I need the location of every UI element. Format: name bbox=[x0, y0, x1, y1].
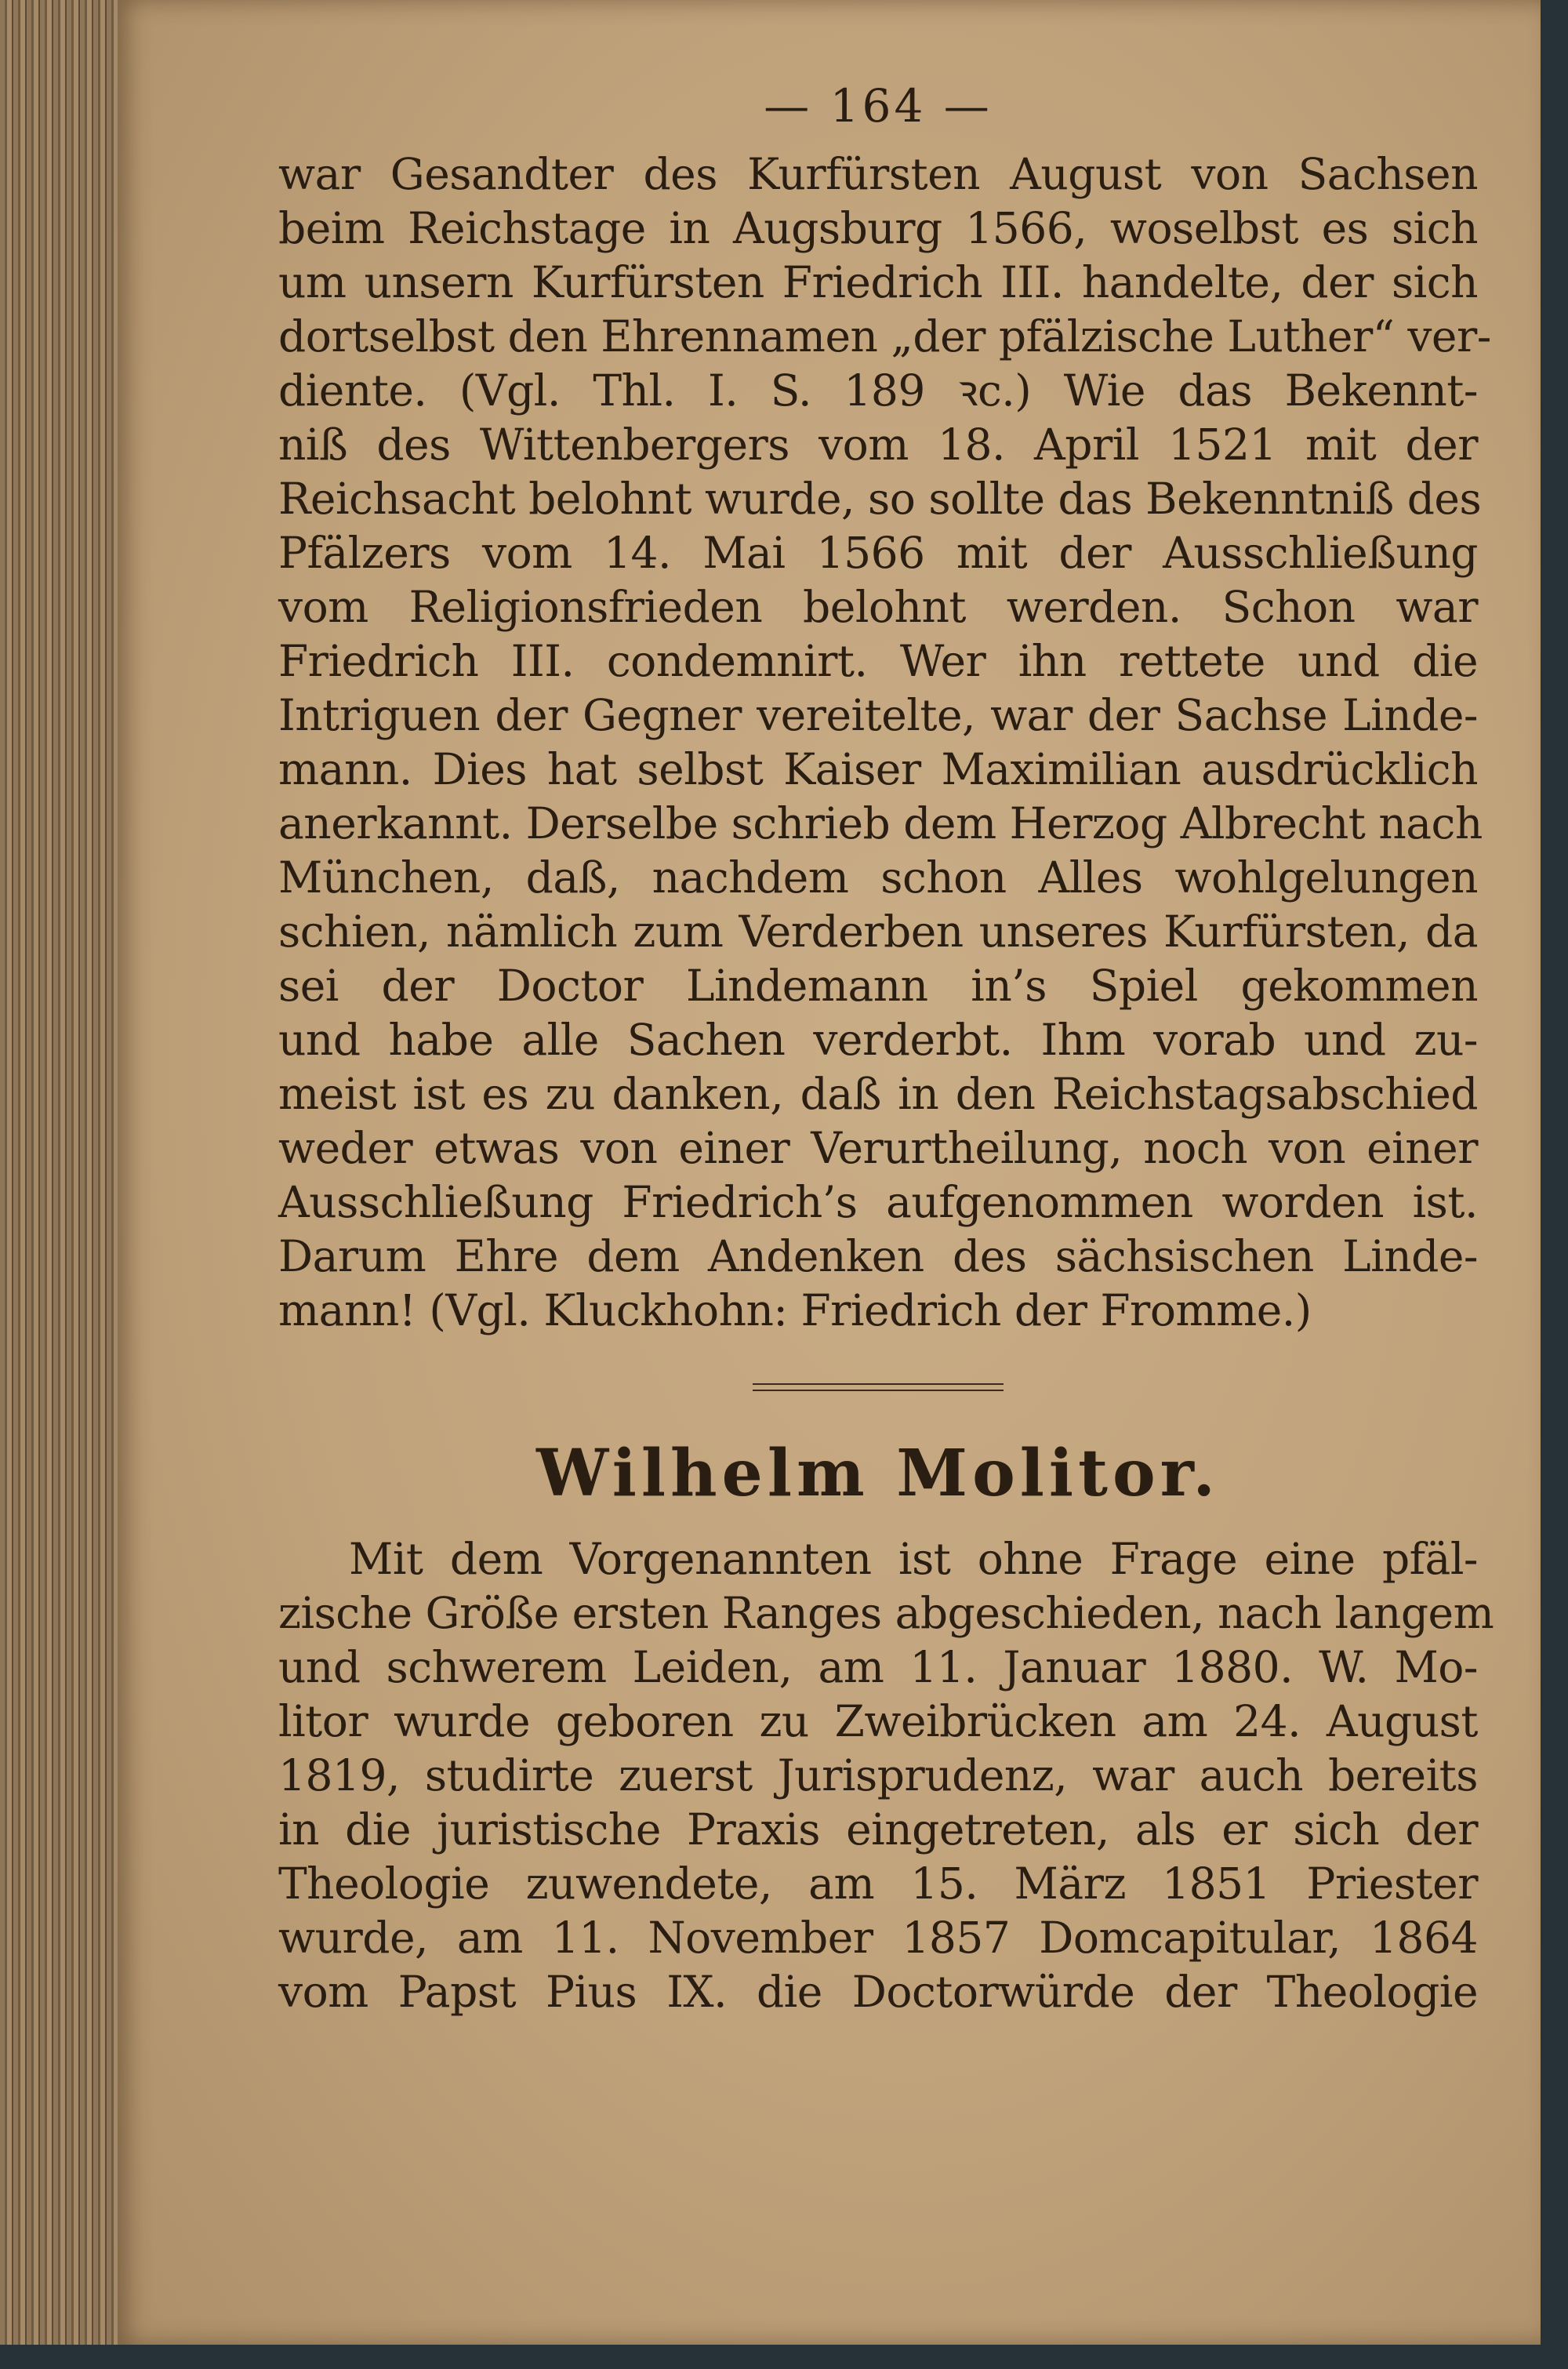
text-line: Mit dem Vorgenannten ist ohne Frage eine pfäl- bbox=[349, 1534, 1478, 1584]
book-page-edges bbox=[0, 0, 137, 2345]
text-line: Darum Ehre dem Andenken des sächsischen Linde- bbox=[278, 1231, 1478, 1281]
text-line: Pfälzers vom 14. Mai 1566 mit der Ausschließung bbox=[278, 528, 1478, 578]
text-line: litor wurde geboren zu Zweibrücken am 24. August bbox=[278, 1696, 1478, 1746]
section-divider bbox=[753, 1383, 1004, 1391]
text-line: diente. (Vgl. Thl. I. S. 189 ꝛc.) Wie das Bekennt- bbox=[278, 365, 1478, 416]
text-line: und habe alle Sachen verderbt. Ihm vorab und zu- bbox=[278, 1015, 1478, 1065]
section-heading: Wilhelm Molitor. bbox=[536, 1436, 1220, 1511]
page-number: — 164 — bbox=[764, 79, 993, 133]
text-line: beim Reichstage in Augsburg 1566, woselbst es sich bbox=[278, 203, 1478, 253]
scan-background-bottom bbox=[0, 2345, 1568, 2369]
text-line: Intriguen der Gegner vereitelte, war der Sachse Linde- bbox=[278, 690, 1478, 740]
text-line: anerkannt. Derselbe schrieb dem Herzog Albrecht nach bbox=[278, 798, 1483, 848]
text-line: mann! (Vgl. Kluckhohn: Friedrich der Fromme.) bbox=[278, 1285, 1312, 1335]
text-line: meist ist es zu danken, daß in den Reichstagsabschied bbox=[278, 1069, 1478, 1119]
section-2-text bbox=[278, 1532, 1494, 2019]
text-line: und schwerem Leiden, am 11. Januar 1880. W. Mo- bbox=[278, 1642, 1478, 1692]
text-line: schien, nämlich zum Verderben unseres Kurfürsten, da bbox=[278, 907, 1478, 957]
text-line: mann. Dies hat selbst Kaiser Maximilian ausdrücklich bbox=[278, 744, 1478, 794]
scan-background-right bbox=[1541, 0, 1568, 2369]
page-content bbox=[278, 78, 1494, 2019]
text-line: wurde, am 11. November 1857 Domcapitular, 1864 bbox=[278, 1913, 1478, 1963]
text-line: 1819, studirte zuerst Jurisprudenz, war auch bereits bbox=[278, 1750, 1478, 1800]
text-line: Ausschließung Friedrich’s aufgenommen worden ist. bbox=[278, 1177, 1478, 1227]
text-line: in die juristische Praxis eingetreten, als er sich der bbox=[278, 1804, 1478, 1855]
text-line: niß des Wittenbergers vom 18. April 1521 mit der bbox=[278, 420, 1478, 470]
text-line: vom Papst Pius IX. die Doctorwürde der Theologie bbox=[278, 1967, 1478, 2017]
text-line: Theologie zuwendete, am 15. März 1851 Priester bbox=[278, 1859, 1478, 1909]
text-line: Friedrich III. condemnirt. Wer ihn rettete und die bbox=[278, 636, 1478, 686]
text-line: Reichsacht belohnt wurde, so sollte das Bekenntniß des bbox=[278, 474, 1482, 524]
text-line: vom Religionsfrieden belohnt werden. Schon war bbox=[278, 582, 1478, 632]
text-line: dortselbst den Ehrennamen „der pfälzische Luther“ ver- bbox=[278, 311, 1491, 362]
section-1-text bbox=[278, 147, 1491, 1338]
text-line: weder etwas von einer Verurtheilung, noch von einer bbox=[278, 1123, 1478, 1173]
text-line: war Gesandter des Kurfürsten August von Sachsen bbox=[278, 149, 1478, 199]
text-line: München, daß, nachdem schon Alles wohlgelungen bbox=[278, 852, 1478, 903]
text-line: um unsern Kurfürsten Friedrich III. handelte, der sich bbox=[278, 257, 1478, 307]
text-line: zische Größe ersten Ranges abgeschieden, nach langem bbox=[278, 1588, 1494, 1638]
text-line: sei der Doctor Lindemann in’s Spiel gekommen bbox=[278, 961, 1478, 1011]
